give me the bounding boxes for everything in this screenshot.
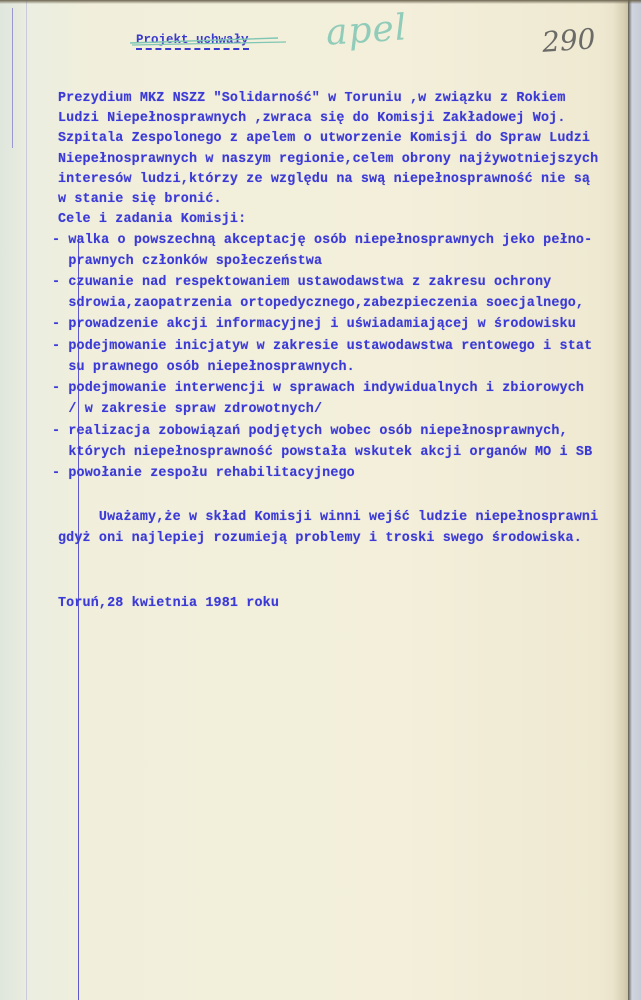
margin-line	[26, 0, 27, 1000]
list-item: - podejmowanie interwencji w sprawach indywidualnych i zbiorowych	[52, 381, 585, 396]
text-line: Niepełnosprawnych w naszym regionie,celem obrony najżywotniejszych	[58, 152, 599, 167]
list-item-continuation: których niepełnosprawność powstała wskutek akcji organów MO i SB	[52, 445, 593, 460]
list-item: - powołanie zespołu rehabilitacyjnego	[52, 466, 355, 481]
list-item-continuation: su prawnego osób niepełnosprawnych.	[52, 360, 355, 375]
binder-edge	[628, 0, 641, 1000]
place-date: Toruń,28 kwietnia 1981 roku	[58, 596, 280, 611]
section-heading: Cele i zadania Komisji:	[58, 212, 247, 227]
text-line: Szpitala Zespolonego z apelem o utworzenie Komisji do Spraw Ludzi	[58, 131, 591, 146]
list-item: - czuwanie nad respektowaniem ustawodawstwa z zakresu ochrony	[52, 275, 552, 290]
handwritten-annotation: apel	[324, 7, 409, 54]
margin-line	[12, 8, 13, 148]
text-line: gdyż oni najlepiej rozumieją problemy i troski swego środowiska.	[58, 531, 582, 546]
list-item: - podejmowanie inicjatyw w zakresie ustawodawstwa rentowego i stat	[52, 339, 593, 354]
list-item: - prowadzenie akcji informacyjnej i uświadamiającej w środowisku	[52, 317, 576, 332]
list-item-continuation: prawnych członków społeczeństwa	[52, 254, 323, 269]
top-shadow	[0, 0, 641, 4]
text-line: Ludzi Niepełnosprawnych ,zwraca się do Komisji Zakładowej Woj.	[58, 111, 566, 126]
text-line: Uważamy,że w skład Komisji winni wejść ludzie niepełnosprawni	[58, 510, 599, 525]
list-item: - walka o powszechną akceptację osób niepełnosprawnych jeko pełno-	[52, 233, 593, 248]
list-item: - realizacja zobowiązań podjętych wobec osób niepełnosprawnych,	[52, 424, 568, 439]
list-item-continuation: sdrowia,zaopatrzenia ortopedycznego,zabezpieczenia soecjalnego,	[52, 296, 585, 311]
closing-paragraph	[58, 508, 599, 588]
page-number: 290	[540, 22, 597, 59]
text-line: Prezydium MKZ NSZZ "Solidarność" w Toruniu ,w związku z Rokiem	[58, 91, 566, 106]
text-line: interesów ludzi,którzy ze względu na swą niepełnosprawność nie są	[58, 172, 591, 187]
text-line: w stanie się bronić.	[58, 192, 222, 207]
document-heading: Projekt uchwały	[136, 33, 249, 50]
goals-list	[52, 231, 593, 511]
strikethrough-mark	[128, 35, 288, 47]
list-item-continuation: / w zakresie spraw zdrowotnych/	[52, 402, 323, 417]
